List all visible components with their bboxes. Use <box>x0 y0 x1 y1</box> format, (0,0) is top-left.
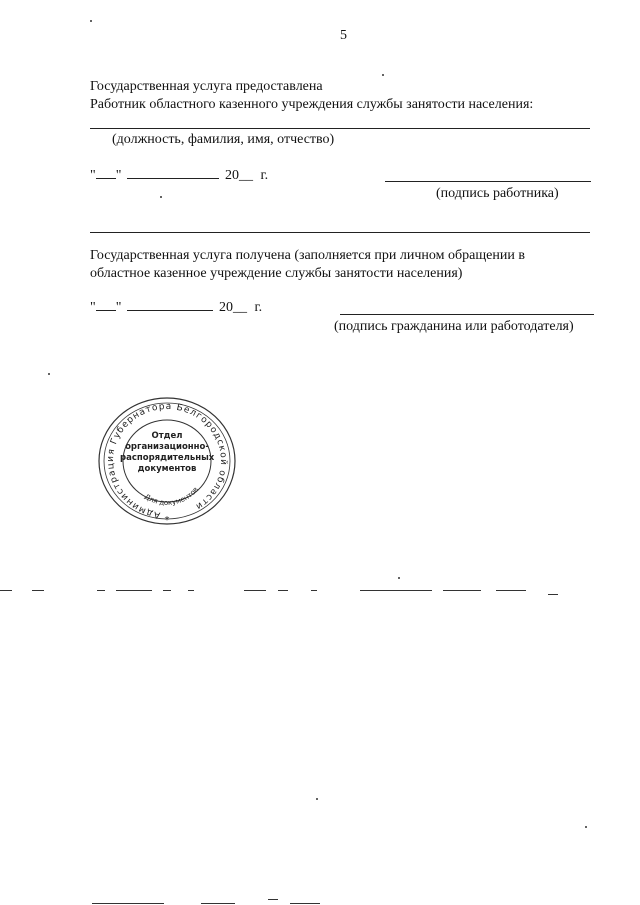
stamp-center-line: организационно- <box>125 442 209 452</box>
separator-line <box>90 232 590 233</box>
employee-name-line <box>90 128 590 129</box>
date-quote-open: " <box>90 168 96 183</box>
scan-dash <box>116 590 152 591</box>
stamp-center-line: распорядительных <box>120 453 215 463</box>
scan-dash <box>311 590 317 591</box>
scan-dash <box>278 590 288 591</box>
official-stamp <box>92 395 242 530</box>
month-blank <box>127 298 213 311</box>
day-blank <box>96 298 116 311</box>
date-quote-close: " <box>115 168 122 183</box>
date-quote-open: " <box>90 300 96 315</box>
scan-dash <box>496 590 526 591</box>
stamp-center-line: документов <box>137 464 197 474</box>
scan-dash <box>244 590 266 591</box>
page-number: 5 <box>340 28 347 43</box>
employee-name-caption: (должность, фамилия, имя, отчество) <box>112 132 335 147</box>
scan-speck <box>398 577 400 579</box>
scan-speck <box>585 826 587 828</box>
scan-speck <box>48 373 50 375</box>
employee-signature-caption: (подпись работника) <box>436 186 559 201</box>
scan-dash <box>360 590 432 591</box>
scan-dash <box>0 590 12 591</box>
scan-dash <box>32 590 44 591</box>
citizen-signature-line <box>340 314 594 315</box>
scan-dash <box>92 903 164 904</box>
scan-dash <box>201 903 235 904</box>
scan-speck <box>160 196 162 198</box>
stamp-inner-bottom-text: Для документов <box>142 485 200 508</box>
stamp-star: * <box>164 515 170 526</box>
stamp-center-line: Отдел <box>151 431 183 441</box>
date-suffix: г. <box>254 300 263 315</box>
scan-dash <box>163 590 171 591</box>
service-received-label: Государственная услуга получена (заполняется при личном обращении в <box>90 248 525 263</box>
scan-dash <box>188 590 194 591</box>
stamp-center-text <box>120 431 214 475</box>
scan-speck <box>316 798 318 800</box>
scan-dash <box>290 903 320 904</box>
scan-speck <box>90 20 92 22</box>
date-year: 20__ <box>224 168 253 183</box>
scan-dash <box>548 594 558 595</box>
stamp-ring-text: Администрация Губернатора Белгородской области <box>105 401 229 520</box>
month-blank <box>127 166 219 179</box>
scan-dash <box>268 899 278 900</box>
citizen-signature-caption: (подпись гражданина или работодателя) <box>334 319 574 334</box>
date-year: 20__ <box>218 300 247 315</box>
scan-dash <box>443 590 481 591</box>
scan-speck <box>382 74 384 76</box>
citizen-date-field <box>90 298 262 316</box>
date-quote-close: " <box>115 300 122 315</box>
service-provided-label: Государственная услуга предоставлена <box>90 79 323 94</box>
date-suffix: г. <box>260 168 269 183</box>
employee-label: Работник областного казенного учреждения службы занятости населения: <box>90 97 534 112</box>
scan-dash <box>97 590 105 591</box>
employee-signature-line <box>385 181 591 182</box>
employee-date-field <box>90 166 268 184</box>
day-blank <box>96 166 116 179</box>
service-received-note: областное казенное учреждение службы занятости населения) <box>90 266 463 281</box>
